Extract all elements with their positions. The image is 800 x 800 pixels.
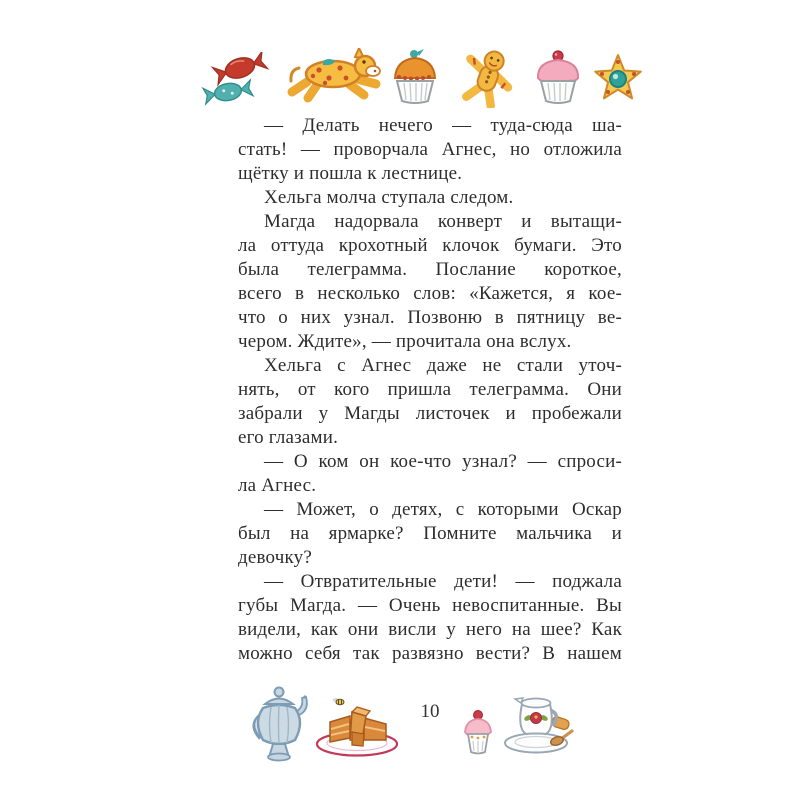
gingerbread-horse-icon [285, 48, 387, 104]
text-line: Хельга с Агнес даже не стали уточ- [264, 355, 622, 376]
star-cookie-icon [592, 52, 644, 104]
page-number: 10 [420, 701, 440, 722]
tea-set-icon [498, 686, 576, 760]
text-line: девочку? [238, 547, 313, 568]
text-block [238, 114, 622, 666]
text-line: была телеграмма. Послание короткое, [238, 259, 622, 280]
bee-icon [333, 698, 344, 705]
cake-plate-icon [312, 692, 400, 760]
text-line: что о них узнал. Позвоню в пятницу ве- [238, 307, 622, 328]
text-line: — Может, о детях, с которыми Оскар [264, 499, 622, 520]
text-line: Хельга молча ступала следом. [264, 187, 514, 208]
text-line: губы Магда. — Очень невоспитанные. Вы [238, 595, 622, 616]
text-line: ла оттуда крохотный клочок бумаги. Это [238, 235, 622, 256]
text-line: — Делать нечего — туда-сюда ша- [264, 115, 622, 136]
text-line: — О ком он кое-что узнал? — спроси- [264, 451, 622, 472]
text-line: можно себя так развязно вести? В нашем [238, 643, 622, 664]
text-line: видели, как они висли у него на шее? Как [238, 619, 622, 640]
text-line: Магда надорвала конверт и вытащи- [264, 211, 622, 232]
text-line: щётку и пошла к лестнице. [238, 163, 463, 184]
cupcake-pink-icon [532, 48, 584, 106]
text-line: чером. Ждите», — прочитала она вслух. [238, 331, 572, 352]
cupcake-small-icon [460, 708, 496, 758]
cupcake-orange-icon [388, 46, 442, 106]
gingerbread-man-icon [456, 50, 520, 108]
text-line: нять, от кого пришла телеграмма. Они [238, 379, 622, 400]
text-line: его глазами. [238, 427, 339, 448]
text-line: забрали у Магды листочек и пробежали [238, 403, 622, 424]
text-line: был на ярмарке? Помните мальчика и [238, 523, 622, 544]
candy-pair-icon [198, 52, 272, 106]
text-line: стать! — проворчала Агнес, но отложила [238, 139, 622, 160]
text-line: ла Агнес. [238, 475, 317, 496]
text-line: всего в несколько слов: «Кажется, я кое- [238, 283, 622, 304]
teapot-icon [247, 686, 311, 764]
text-line: — Отвратительные дети! — поджала [264, 571, 622, 592]
